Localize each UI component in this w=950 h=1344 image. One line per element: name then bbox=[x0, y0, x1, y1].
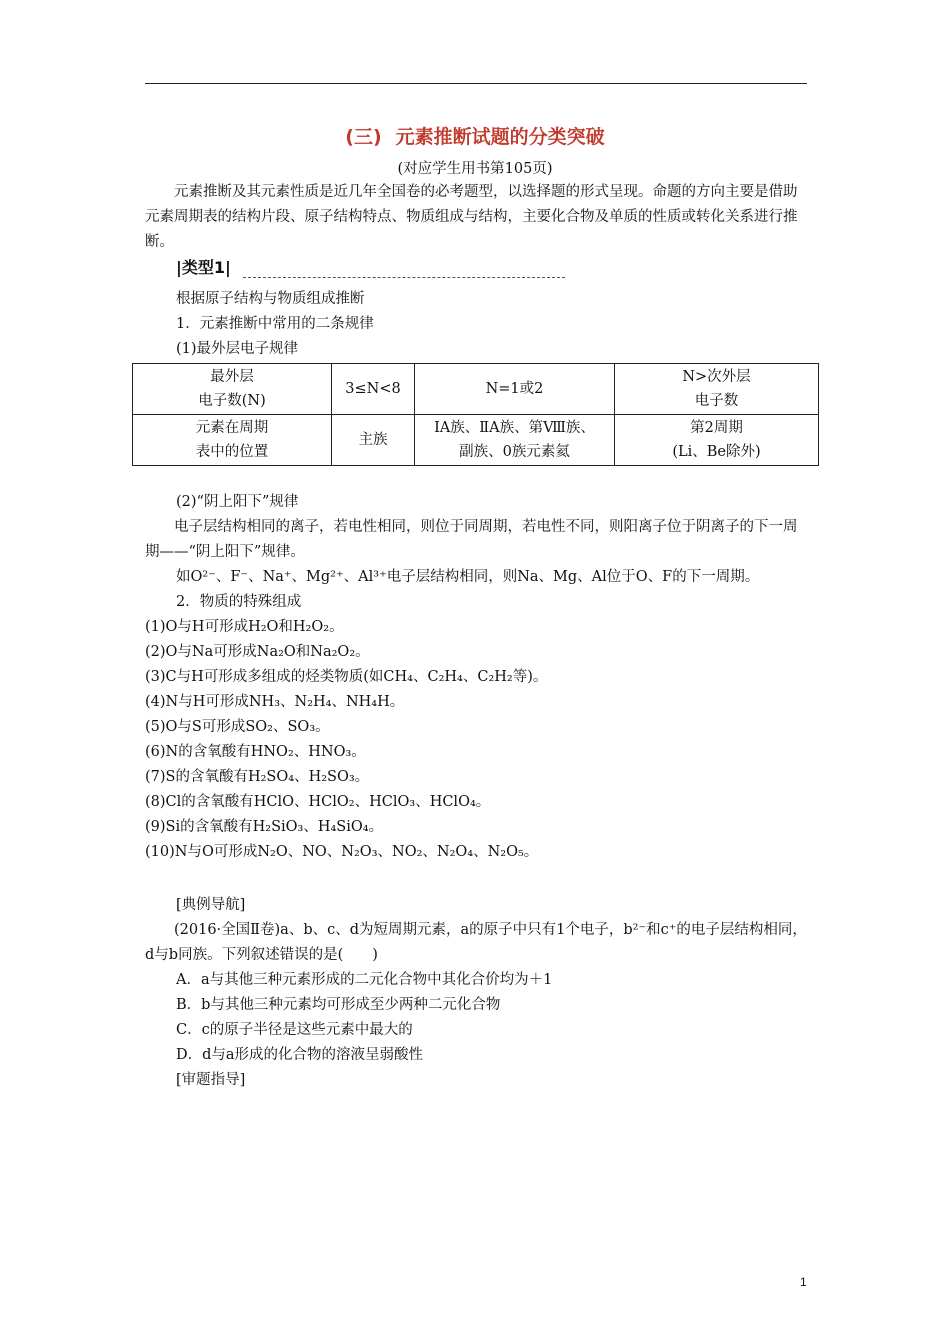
table-cell: 第2周期 (Li、Be除外) bbox=[615, 415, 819, 466]
composition-item: (9)Si的含氧酸有H₂SiO₃、H₄SiO₄。 bbox=[145, 819, 384, 835]
page-number: 1 bbox=[800, 1275, 807, 1289]
composition-item: (4)N与H可形成NH₃、N₂H₄、NH₄H。 bbox=[145, 694, 405, 710]
rule2-body: 电子层结构相同的离子，若电性相同，则位于同周期，若电性不同，则阳离子位于阴离子的下一周期——“阴上阳下”规律。 bbox=[145, 519, 798, 560]
type-heading: 根据原子结构与物质组成推断 bbox=[176, 291, 365, 307]
composition-title: 2．物质的特殊组成 bbox=[176, 594, 302, 610]
section-number: (三) bbox=[345, 126, 382, 148]
section-title bbox=[0, 122, 950, 149]
table-cell: N>次外层 电子数 bbox=[615, 364, 819, 415]
example-label: [典例导航] bbox=[176, 897, 246, 913]
composition-item: (5)O与S可形成SO₂、SO₃。 bbox=[145, 719, 330, 735]
table-cell: 最外层 电子数(N) bbox=[133, 364, 332, 415]
rule2-example: 如O²⁻、F⁻、Na⁺、Mg²⁺、Al³⁺电子层结构相同，则Na、Mg、Al位于O、F的下一周期。 bbox=[176, 569, 760, 585]
type-divider bbox=[243, 277, 565, 278]
composition-item: (1)O与H可形成H₂O和H₂O₂。 bbox=[145, 619, 344, 635]
table-cell: N=1或2 bbox=[415, 364, 615, 415]
table-cell: 元素在周期 表中的位置 bbox=[133, 415, 332, 466]
section-title-text: 元素推断试题的分类突破 bbox=[395, 126, 605, 148]
top-rule bbox=[145, 83, 807, 84]
option-a: A．a与其他三种元素形成的二元化合物中其化合价均为＋1 bbox=[176, 972, 553, 988]
option-b: B．b与其他三种元素均可形成至少两种二元化合物 bbox=[176, 997, 501, 1013]
composition-item: (6)N的含氧酸有HNO₂、HNO₃。 bbox=[145, 744, 366, 760]
table-row bbox=[133, 415, 819, 466]
composition-item: (7)S的含氧酸有H₂SO₄、H₂SO₃。 bbox=[145, 769, 370, 785]
example-question: (2016·全国Ⅱ卷)a、b、c、d为短周期元素，a的原子中只有1个电子，b²⁻和c⁺的电子层结构相同，d与b同族。下列叙述错误的是( ) bbox=[145, 922, 807, 963]
table-cell: 3≤N<8 bbox=[332, 364, 415, 415]
composition-item: (10)N与O可形成N₂O、NO、N₂O₃、NO₂、N₂O₄、N₂O₅。 bbox=[145, 844, 539, 860]
composition-item: (3)C与H可形成多组成的烃类物质(如CH₄、C₂H₄、C₂H₂等)。 bbox=[145, 669, 548, 685]
composition-item: (8)Cl的含氧酸有HClO、HClO₂、HClO₃、HClO₄。 bbox=[145, 794, 491, 810]
table-cell: 主族 bbox=[332, 415, 415, 466]
rule1-title: (1)最外层电子规律 bbox=[176, 341, 299, 357]
rules-title: 1．元素推断中常用的二条规律 bbox=[176, 316, 374, 332]
option-c: C．c的原子半径是这些元素中最大的 bbox=[176, 1022, 413, 1038]
electron-rules-table bbox=[132, 363, 819, 466]
guide-label: [审题指导] bbox=[176, 1072, 246, 1088]
option-d: D．d与a形成的化合物的溶液呈弱酸性 bbox=[176, 1047, 424, 1063]
page-reference: (对应学生用书第105页) bbox=[397, 161, 553, 177]
composition-item: (2)O与Na可形成Na₂O和Na₂O₂。 bbox=[145, 644, 370, 660]
table-row bbox=[133, 364, 819, 415]
type-label: |类型1| bbox=[176, 258, 231, 277]
rule2-title: (2)“阴上阳下”规律 bbox=[176, 494, 299, 510]
intro-paragraph: 元素推断及其元素性质是近几年全国卷的必考题型，以选择题的形式呈现。命题的方向主要是借助元素周期表的结构片段、原子结构特点、物质组成与结构，主要化合物及单质的性质或转化关系进行推断。 bbox=[145, 184, 798, 250]
table-cell: ⅠA族、ⅡA族、第Ⅷ族、 副族、0族元素氦 bbox=[415, 415, 615, 466]
